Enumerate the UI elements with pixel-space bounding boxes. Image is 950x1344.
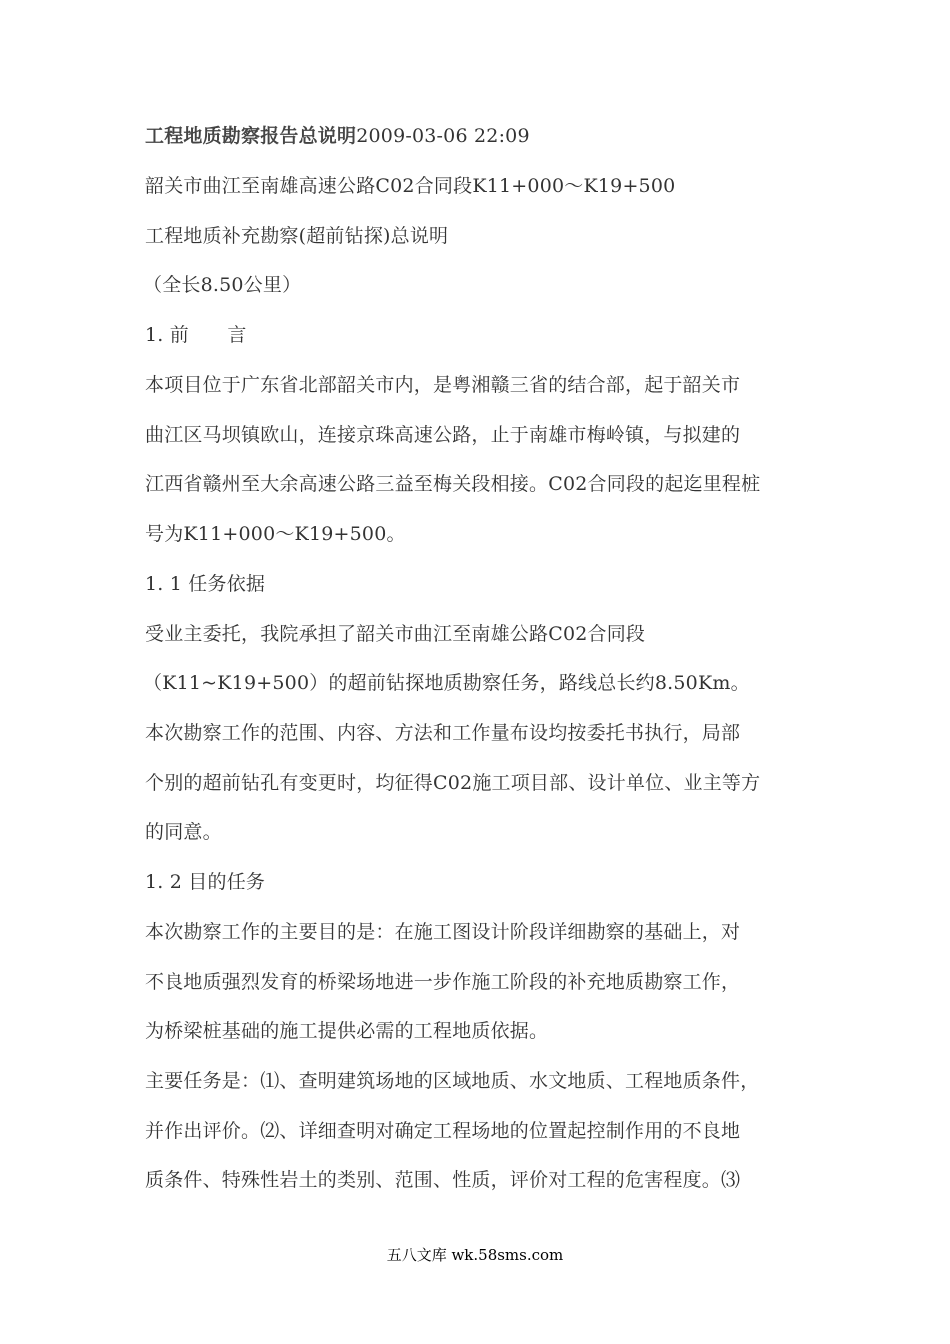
length-note: （全长8.50公里） (143, 274, 302, 296)
subtitle-line-2: 工程地质补充勘察(超前钻探)总说明 (145, 225, 449, 247)
body-line: 主要任务是：⑴、查明建筑场地的区域地质、水文地质、工程地质条件， (145, 1070, 760, 1092)
subtitle-line-1: 韶关市曲江至南雄高速公路C02合同段K11+000～K19+500 (145, 175, 676, 197)
section-heading-purpose: 1. 2 目的任务 (145, 871, 266, 893)
body-line: 质条件、特殊性岩土的类别、范围、性质，评价对工程的危害程度。⑶ (145, 1169, 741, 1191)
body-line: 曲江区马坝镇欧山，连接京珠高速公路，止于南雄市梅岭镇，与拟建的 (145, 424, 741, 446)
body-line: 本项目位于广东省北部韶关市内，是粤湘赣三省的结合部，起于韶关市 (145, 374, 741, 396)
body-line: 本次勘察工作的主要目的是：在施工图设计阶段详细勘察的基础上，对 (145, 921, 741, 943)
body-line: 号为K11+000～K19+500。 (145, 523, 406, 545)
document-timestamp: 2009-03-06 22:09 (356, 125, 530, 147)
body-line: （K11~K19+500）的超前钻探地质勘察任务，路线总长约8.50Km。 (143, 672, 750, 694)
section-heading-basis: 1. 1 任务依据 (145, 573, 266, 595)
body-line: 个别的超前钻孔有变更时，均征得C02施工项目部、设计单位、业主等方 (145, 772, 761, 794)
body-line: 江西省赣州至大余高速公路三益至梅关段相接。C02合同段的起迄里程桩 (145, 473, 761, 495)
section-heading-preface: 1. 前 言 (145, 324, 247, 346)
body-line: 不良地质强烈发育的桥梁场地进一步作施工阶段的补充地质勘察工作， (145, 971, 741, 993)
body-line: 受业主委托，我院承担了韶关市曲江至南雄公路C02合同段 (145, 623, 646, 645)
body-line: 的同意。 (145, 821, 222, 843)
body-line: 并作出评价。⑵、详细查明对确定工程场地的位置起控制作用的不良地 (145, 1120, 741, 1142)
body-line: 本次勘察工作的范围、内容、方法和工作量布设均按委托书执行，局部 (145, 722, 741, 744)
body-line: 为桥梁桩基础的施工提供必需的工程地质依据。 (145, 1020, 549, 1042)
document-title: 工程地质勘察报告总说明 (145, 125, 357, 147)
title-line (145, 124, 530, 148)
footer-watermark-text: 五八文库 wk.58sms.com (386, 1246, 564, 1264)
